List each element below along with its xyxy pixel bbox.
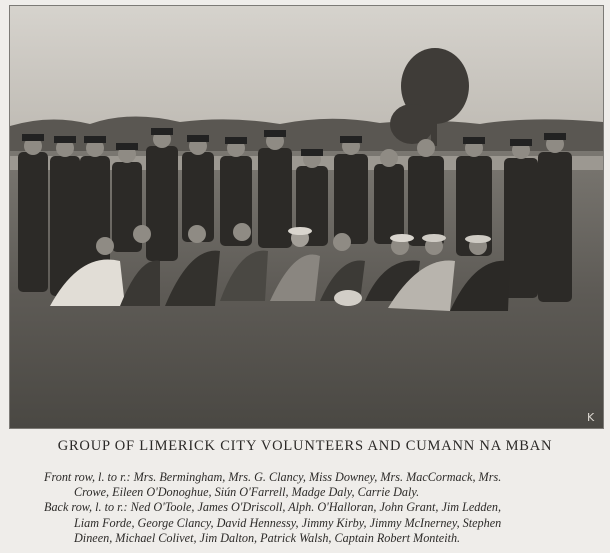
photo-caption [44,470,600,546]
back-row-line-1: Back row, l. to r.: Ned O'Toole, James O'Driscoll, Alph. O'Halloran, John Grant, Jim Ledden, [44,500,502,515]
back-row-caption [44,500,600,546]
front-row-line-2: Crowe, Eileen O'Donoghue, Siún O'Farrell, Madge Daly, Carrie Daly. [74,485,420,500]
photo-title: GROUP OF LIMERICK CITY VOLUNTEERS AND CUMANN NA MBAN [57,438,553,454]
back-row-line-3: Dineen, Michael Colivet, Jim Dalton, Patrick Walsh, Captain Robert Monteith. [74,530,461,545]
front-row-line-1: Front row, l. to r.: Mrs. Bermingham, Mrs. G. Clancy, Miss Downey, Mrs. MacCormack, Mrs. [44,470,502,484]
photo-illustration [10,6,603,428]
group-photograph [9,5,604,429]
photographer-mark: K [587,411,595,424]
front-row-caption [44,470,600,500]
back-row-line-2: Liam Forde, George Clancy, David Hennessy, Jimmy Kirby, Jimmy McInerney, Stephen [74,515,502,530]
